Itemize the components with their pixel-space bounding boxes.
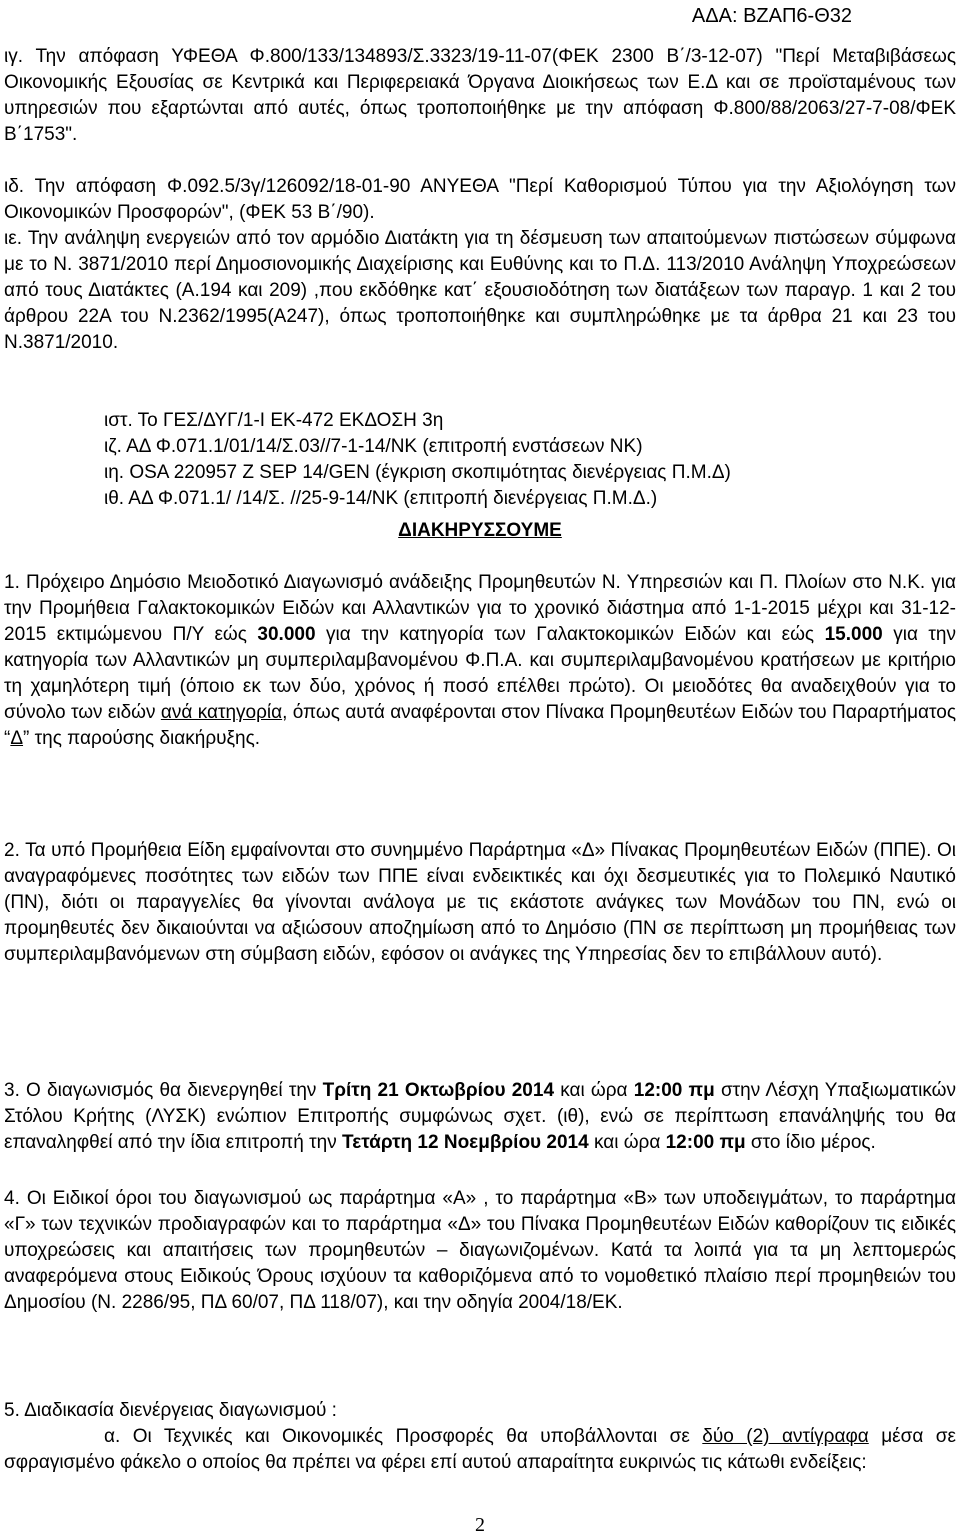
paragraph-3 <box>4 1078 956 1156</box>
p3-text-a: 3. Ο διαγωνισμός θα διενεργηθεί την <box>4 1080 323 1101</box>
item-ig <box>4 44 956 148</box>
p3-text-e: και ώρα <box>588 1132 666 1153</box>
paragraph-5-heading: 5. Διαδικασία διενέργειας διαγωνισμού : <box>4 1400 337 1421</box>
p1-amount-meats: 15.000 <box>824 624 883 645</box>
p5a-text-a: α. Οι Τεχνικές και Οικονομικές Προσφορές θα υποβάλλονται σε <box>104 1426 703 1447</box>
item-id-text: ιδ. Την απόφαση Φ.092.5/3γ/126092/18-01-90 ΑΝΥΕΘΑ "Περί Καθορισμού Τύπου για την Αξιολόγηση των Οικονομικών Προσφορών", (ΦΕΚ 53 Β΄/90). <box>4 176 956 223</box>
paragraph-1 <box>4 570 956 752</box>
item-iz: ιζ. ΑΔ Φ.071.1/01/14/Σ.03//7-1-14/ΝΚ (επιτροπή ενστάσεων ΝΚ) <box>104 436 643 457</box>
p1-text-d: για την κατηγορία των Αλλαντικών μη συμπεριλαμβανομένου Φ.Π.Α. και συμπεριλαμβανομένου κρατήσεων με κριτήριο τη χαμηλότερη τιμή (όποιο εκ των δύο, χρόνος ή ποσό επέλθει πρώτο). Οι μειοδότες θα αναδειχθούν για το σύνολο των ειδών <box>4 624 956 723</box>
p3-text-d: στην Λέσχη Υπαξιωματικών Στόλου Κρήτης (ΛΥΣΚ) ενώπιον Επιτροπής συμφώνως σχετ. (ιθ), ενώ σε περίπτωση επανάληψής του θα επαναληφθεί από την ίδια επιτροπή την <box>4 1080 957 1153</box>
item-ist: ιστ. Το ΓΕΣ/ΔΥΓ/1-Ι ΕΚ-472 ΕΚΔΟΣΗ 3η <box>104 410 444 431</box>
p3-date-1: Τρίτη 21 Οκτωβρίου 2014 <box>322 1080 555 1101</box>
p3-date-2: Τετάρτη 12 Νοεμβρίου 2014 <box>342 1132 589 1153</box>
paragraph-4 <box>4 1186 956 1316</box>
item-ie-text: ιε. Την ανάληψη ενεργειών από τον αρμόδιο Διατάκτη για τη δέσμευση των απαιτούμενων πιστώσεων σύμφωνα με το Ν. 3871/2010 περί Δημοσιονομικής Διαχείρισης και Ευθύνης και το Π.Δ. 113/2010 Ανάληψη Υποχρεώσεων από τους Διατάκτες (Α.194 και 209) ,που εκδόθηκε κατ΄ εξουσιοδότηση των διατάξεων των παραγρ. 1 και 2 του άρθρου 22Α του Ν.2362/1995(Α247), όπως τροποποιήθηκε και συμπληρώθηκε με τα άρθρα 21 και 23 του Ν.3871/2010. <box>4 228 956 353</box>
page-title: ΔΙΑΚΗΡΥΣΣΟΥΜΕ <box>398 520 562 541</box>
paragraph-5a <box>4 1424 956 1476</box>
p3-text-f: στο ίδιο μέρος. <box>745 1132 876 1153</box>
p4-text: 4. Οι Ειδικοί όροι του διαγωνισμού ως παράρτημα «Α» , το παράρτημα «Β» των υποδειγμάτων, το παράρτημα «Γ» των τεχνικών προδιαγραφών και το παράρτημα «Δ» του Πίνακα Προμηθευτέων Ειδών καθορίζουν τις ειδικές υποχρεώσεις και απαιτήσεις των προμηθευτών – διαγωνιζομένων. Κατά τα λοιπά για τα μη λεπτομερώς αναφερόμενα στους Ειδικούς Όρους ισχύουν τα καθοριζόμενα από το νομοθετικό πλαίσιο περί προμηθειών του Δημοσίου (Ν. 2286/95, ΠΔ 60/07, ΠΔ 118/07), και την οδηγία 2004/18/ΕΚ. <box>4 1188 956 1313</box>
p1-text-a: 1. Πρόχειρο Δημόσιο Μειοδοτικό Διαγωνισμό ανάδειξης Προμηθευτών Ν. Υπηρεσιών και Π. Πλοίων στο Ν.Κ. για την Προμήθεια Γαλακτοκομικών Ειδών και Αλλαντικών για το χρονικό διάστημα από 1-1-2015 μέχρι και 31-12-2015 εκτιμώμενου Π/Υ εώς <box>4 572 956 645</box>
item-ih: ιη. OSA 220957 Z SEP 14/GEN (έγκριση σκοπιμότητας διενέργειας Π.Μ.Δ) <box>104 462 731 483</box>
p1-text-c: για την κατηγορία των Γαλακτοκομικών Ειδών και εώς <box>315 624 825 645</box>
p1-amount-dairy: 30.000 <box>257 624 316 645</box>
p3-text-c: και ώρα <box>554 1080 634 1101</box>
p5a-underline-copies: δύο (2) αντίγραφα <box>702 1426 869 1447</box>
paragraph-2 <box>4 838 956 968</box>
p1-annex-d: Δ <box>10 728 24 749</box>
p1-underline-category: ανά κατηγορία <box>160 702 283 723</box>
item-id <box>4 174 956 226</box>
item-ie <box>4 226 956 356</box>
p3-time-2: 12:00 πμ <box>665 1132 746 1153</box>
p1-text-f: ” της παρούσης διακήρυξης. <box>23 728 261 749</box>
p1-text-e: , όπως αυτά αναφέρονται στον Πίνακα Προμηθευτέων Ειδών του Παραρτήματος “ <box>4 702 956 749</box>
p5a-text-b: μέσα σε σφραγισμένο φάκελο ο οποίος θα πρέπει να φέρει επί αυτού απαραίτητα ευκρινώς τις κάτωθι ενδείξεις: <box>4 1426 956 1473</box>
ada-code: ΑΔΑ: ΒΖΑΠ6-Θ32 <box>691 5 852 27</box>
p3-time-1: 12:00 πμ <box>633 1080 715 1101</box>
item-ig-text: ιγ. Την απόφαση ΥΦΕΘΑ Φ.800/133/134893/Σ.3323/19-11-07(ΦΕΚ 2300 Β΄/3-12-07) "Περί Μεταβιβάσεως Οικονομικής Εξουσίας σε Κεντρικά και Περιφερειακά Όργανα Διοικήσεως των Ε.Δ και σε προϊσταμένους των υπηρεσιών που εξαρτώνται από αυτές, όπως τροποποιήθηκε με την απόφαση Φ.800/88/2063/27-7-08/ΦΕΚ Β΄1753". <box>4 46 956 145</box>
page-number: 2 <box>475 1514 485 1536</box>
item-ith: ιθ. ΑΔ Φ.071.1/ /14/Σ. //25-9-14/ΝΚ (επιτροπή διενέργειας Π.Μ.Δ.) <box>104 488 658 509</box>
p2-text: 2. Τα υπό Προμήθεια Είδη εμφαίνονται στο συνημμένο Παράρτημα «Δ» Πίνακας Προμηθευτέων Ειδών (ΠΠΕ). Οι αναγραφόμενες ποσότητες των ειδών των ΠΠΕ είναι ενδεικτικές και όχι δεσμευτικές για το Πολεμικό Ναυτικό (ΠΝ), διότι οι παραγγελίες θα γίνονται ανάλογα με τις εκάστοτε ανάγκες των Μονάδων του ΠΝ, ενώ οι προμηθευτές δεν δικαιούνται να αξιώσουν αποζημίωση από το Δημόσιο (ΠΝ σε περίπτωση μη προμήθειας των συμπεριλαμβανόμενων στη σύμβαση ειδών, εφόσον οι ανάγκες της Υπηρεσίας δεν το επιβάλλουν αυτό). <box>4 840 956 965</box>
